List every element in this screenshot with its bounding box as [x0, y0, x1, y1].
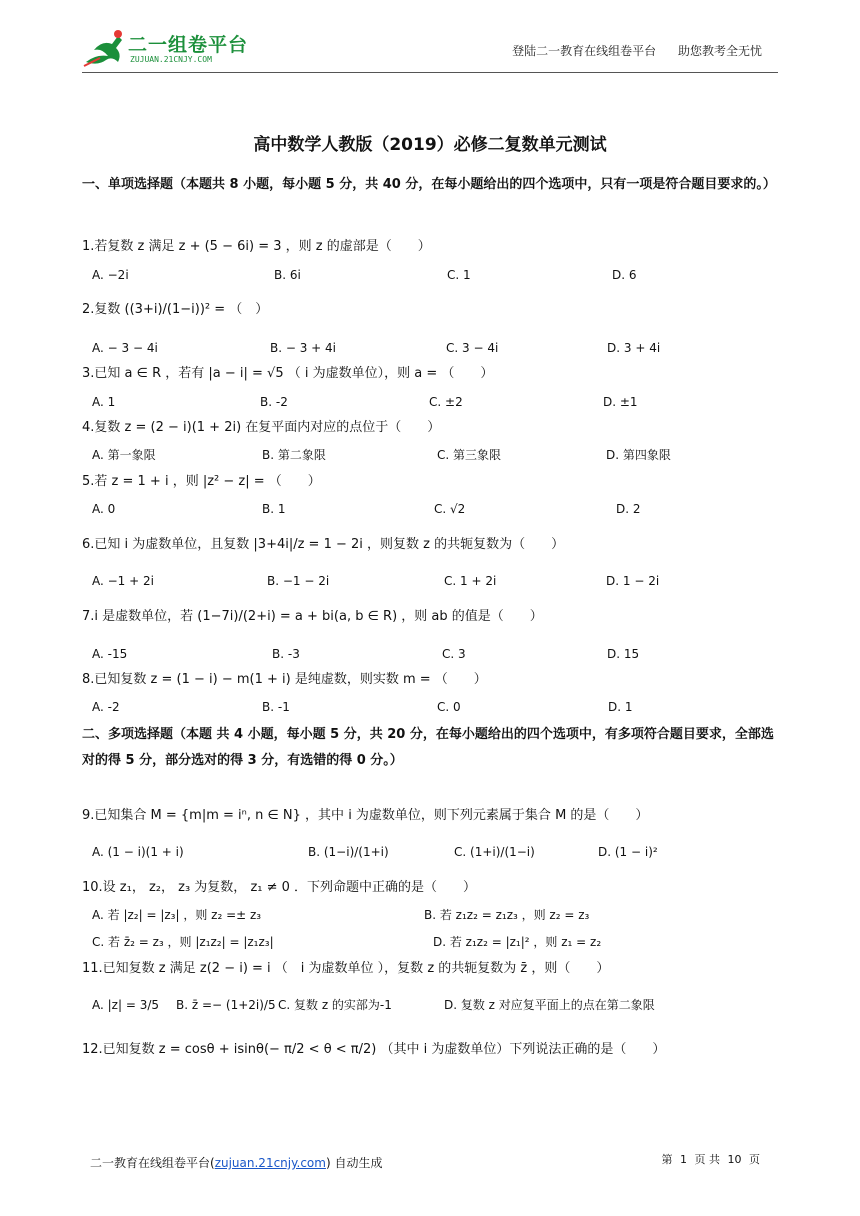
- option-c: C. 0: [437, 700, 461, 714]
- question-8-options: [92, 697, 782, 717]
- option-d: D. ±1: [603, 395, 638, 409]
- question-1-stem: 1.若复数 z 满足 z + (5 − 6i) = 3 ，则 z 的虚部是（ ）: [82, 239, 431, 254]
- logo-subtitle: ZUJUAN.21CNJY.COM: [130, 55, 212, 64]
- question-10-options-row-1: [92, 905, 782, 925]
- page-number: [660, 1151, 763, 1167]
- option-b: B. 若 z₁z₂ = z₁z₃ ，则 z₂ = z₃: [424, 908, 590, 922]
- option-c: C. (1+i)/(1−i): [454, 845, 535, 859]
- question-3-stem: 3.已知 a ∈ R ，若有 |a − i| = √5 （ i 为虚数单位），则 a = （ ）: [82, 366, 494, 381]
- option-c: C. 1 + 2i: [444, 574, 497, 588]
- page-current: 1: [680, 1153, 687, 1166]
- question-7-options: [92, 644, 782, 664]
- option-a: A. 0: [92, 502, 116, 516]
- zujuan-logo: [82, 28, 282, 70]
- option-a: A. −1 + 2i: [92, 574, 154, 588]
- page-total: 10: [727, 1153, 742, 1166]
- runner-logo-icon: [82, 28, 126, 68]
- question-3-options: [92, 392, 782, 412]
- option-a: A. -2: [92, 700, 120, 714]
- section-heading-multiple-choice: 二、多项选择题（本题 共 4 小题，每小题 5 分，共 20 分，在每小题给出的四个选项中，有多项符合题目要求，全部选对的得 5 分，部分选对的得 3 分，有选错的得 0 分。）: [82, 727, 774, 768]
- option-c: C. 3 − 4i: [446, 341, 499, 355]
- option-d: D. 2: [616, 502, 641, 516]
- header-slogan-left: 登陆二一教育在线组卷平台: [512, 44, 657, 58]
- section-heading-single-choice: 一、单项选择题（本题共 8 小题，每小题 5 分，共 40 分，在每小题给出的四个选项中，只有一项是符合题目要求的。）: [82, 177, 776, 192]
- option-b: B. 6i: [274, 268, 301, 282]
- page-label-3: 页: [749, 1153, 760, 1166]
- page-title: 高中数学人教版（2019）必修二复数单元测试: [253, 135, 607, 155]
- option-c: C. 3: [442, 647, 466, 661]
- question-1-options: [92, 265, 782, 285]
- question-6-options: [92, 571, 782, 591]
- question-10-options-row-2: [92, 932, 782, 952]
- question-2-stem: 2.复数 ((3+i)/(1−i))² = （ ）: [82, 302, 269, 317]
- option-b: B. 第二象限: [262, 448, 326, 462]
- option-d: D. 15: [607, 647, 640, 661]
- question-10-stem: 10.设 z₁， z₂， z₃ 为复数， z₁ ≠ 0 ．下列命题中正确的是（ ）: [82, 880, 477, 895]
- option-d: D. 1: [608, 700, 633, 714]
- option-c: C. 若 z̄₂ = z₃ ，则 |z₁z₂| = |z₁z₃|: [92, 935, 274, 949]
- option-d: D. 6: [612, 268, 637, 282]
- option-a: A. −2i: [92, 268, 129, 282]
- question-5-options: [92, 499, 782, 519]
- question-8-stem: 8.已知复数 z = (1 − i) − m(1 + i) 是纯虚数，则实数 m = （ ）: [82, 672, 487, 687]
- option-b: B. z̄ =− (1+2i)/5: [176, 998, 276, 1012]
- page-label-2: 页 共: [694, 1153, 720, 1166]
- question-7-stem: 7.i 是虚数单位，若 (1−7i)/(2+i) = a + bi(a, b ∈ R) ，则 ab 的值是（ ）: [82, 609, 543, 624]
- question-5-stem: 5.若 z = 1 + i ，则 |z² − z| = （ ）: [82, 474, 321, 489]
- footer-source-prefix: 二一教育在线组卷平台(: [90, 1156, 215, 1170]
- option-d: D. 3 + 4i: [607, 341, 661, 355]
- option-c: C. √2: [434, 502, 466, 516]
- question-4-stem: 4.复数 z = (2 − i)(1 + 2i) 在复平面内对应的点位于（ ）: [82, 420, 441, 435]
- option-b: B. (1−i)/(1+i): [308, 845, 389, 859]
- option-c: C. ±2: [429, 395, 463, 409]
- option-c: C. 复数 z 的实部为-1: [278, 998, 392, 1012]
- header-slogan-right: 助您教考全无忧: [677, 44, 762, 58]
- option-b: B. -3: [272, 647, 300, 661]
- question-2-options: [92, 338, 782, 358]
- question-9-options: [92, 842, 782, 862]
- question-9-stem: 9.已知集合 M = {m|m = iⁿ, n ∈ N} ，其中 i 为虚数单位，则下列元素属于集合 M 的是（ ）: [82, 808, 649, 823]
- option-a: A. 若 |z₂| = |z₃| ，则 z₂ =± z₃: [92, 908, 262, 922]
- footer-source-link[interactable]: zujuan.21cnjy.com: [214, 1156, 326, 1170]
- page-header: [82, 22, 778, 73]
- option-d: D. 1 − 2i: [606, 574, 660, 588]
- option-b: B. −1 − 2i: [267, 574, 330, 588]
- option-a: A. |z| = 3/5: [92, 998, 160, 1012]
- footer-source-suffix: ) 自动生成: [325, 1156, 383, 1170]
- option-b: B. 1: [262, 502, 286, 516]
- option-d: D. 若 z₁z₂ = |z₁|² ，则 z₁ = z₂: [433, 935, 602, 949]
- header-slogan: [494, 42, 762, 59]
- option-b: B. -1: [262, 700, 290, 714]
- footer-source: [90, 1154, 382, 1171]
- option-d: D. (1 − i)²: [598, 845, 658, 859]
- question-6-stem: 6.已知 i 为虚数单位，且复数 |3+4i|/z = 1 − 2i ，则复数 z 的共轭复数为（ ）: [82, 537, 565, 552]
- option-a: A. − 3 − 4i: [92, 341, 158, 355]
- question-4-options: [92, 445, 782, 465]
- option-c: C. 1: [447, 268, 471, 282]
- option-d: D. 第四象限: [606, 448, 671, 462]
- option-a: A. 1: [92, 395, 116, 409]
- option-a: A. 第一象限: [92, 448, 156, 462]
- option-b: B. − 3 + 4i: [270, 341, 337, 355]
- option-c: C. 第三象限: [437, 448, 502, 462]
- question-12-stem: 12.已知复数 z = cosθ + isinθ(− π/2 < θ < π/2) （其中 i 为虚数单位）下列说法正确的是（ ）: [82, 1042, 666, 1057]
- option-a: A. (1 − i)(1 + i): [92, 845, 184, 859]
- page-label-1: 第: [661, 1153, 673, 1166]
- question-11-stem: 11.已知复数 z 满足 z(2 − i) = i （ i 为虚数单位 ），复数 z 的共轭复数为 z̄ ，则（ ）: [82, 961, 610, 976]
- option-b: B. -2: [260, 395, 288, 409]
- question-11-options: [92, 995, 782, 1015]
- logo-title: 二一组卷平台: [128, 34, 249, 56]
- option-d: D. 复数 z 对应复平面上的点在第二象限: [444, 998, 655, 1012]
- option-a: A. -15: [92, 647, 128, 661]
